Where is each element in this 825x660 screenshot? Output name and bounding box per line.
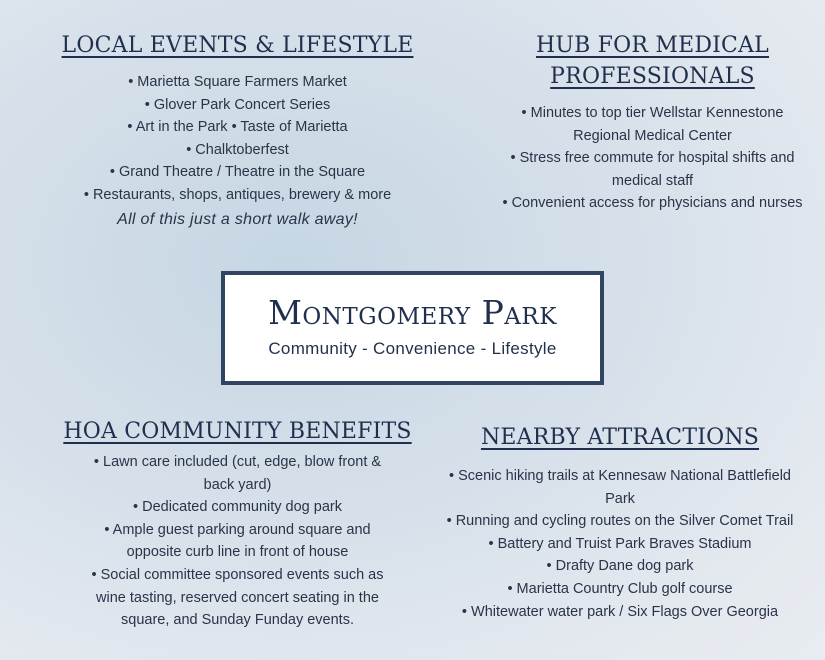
list-item: • Social committee sponsored events such as wine tasting, reserved concert seating in the square, and Sunday Funday events. [90,564,385,632]
list-item: • Ample guest parking around square and opposite curb line in front of house [90,519,385,564]
center-subtitle: Community - Convenience - Lifestyle [268,339,557,358]
nearby-section [420,422,820,623]
list-item: • Dedicated community dog park [90,496,385,519]
local-events-tagline: All of this just a short walk away! [117,210,358,228]
hoa-title: HOA COMMUNITY BENEFITS [63,419,412,444]
list-item: • Grand Theatre / Theatre in the Square [40,161,435,184]
hoa-list [40,451,435,632]
list-item: • Battery and Truist Park Braves Stadium [442,533,798,556]
center-title: Montgomery Park [268,293,557,332]
montgomery-park-logo-box [221,271,604,385]
list-item: • Scenic hiking trails at Kennesaw National Battlefield Park [442,465,798,510]
list-item: • Marietta Country Club golf course [442,578,798,601]
list-item: • Chalktoberfest [40,139,435,162]
local-events-title: LOCAL EVENTS & LIFESTYLE [61,33,414,58]
list-item: • Marietta Square Farmers Market [40,71,435,94]
local-events-list [40,71,435,207]
nearby-list [420,465,820,623]
hoa-section [40,416,435,632]
list-item: • Minutes to top tier Wellstar Kennestone Regional Medical Center [496,102,809,147]
list-item: • Drafty Dane dog park [442,555,798,578]
local-events-section [40,30,435,229]
medical-section [480,30,825,215]
medical-list [480,102,825,215]
list-item: • Stress free commute for hospital shifts and medical staff [496,147,809,192]
list-item: • Running and cycling routes on the Silver Comet Trail [442,510,798,533]
list-item: • Whitewater water park / Six Flags Over Georgia [442,601,798,624]
list-item: • Lawn care included (cut, edge, blow front & back yard) [90,451,385,496]
list-item: • Glover Park Concert Series [40,94,435,117]
nearby-title: NEARBY ATTRACTIONS [480,425,760,450]
medical-title: HUB FOR MEDICAL PROFESSIONALS [536,33,769,89]
list-item: • Convenient access for physicians and nurses [496,192,809,215]
list-item: • Restaurants, shops, antiques, brewery & more [40,184,435,207]
list-item: • Art in the Park • Taste of Marietta [40,116,435,139]
